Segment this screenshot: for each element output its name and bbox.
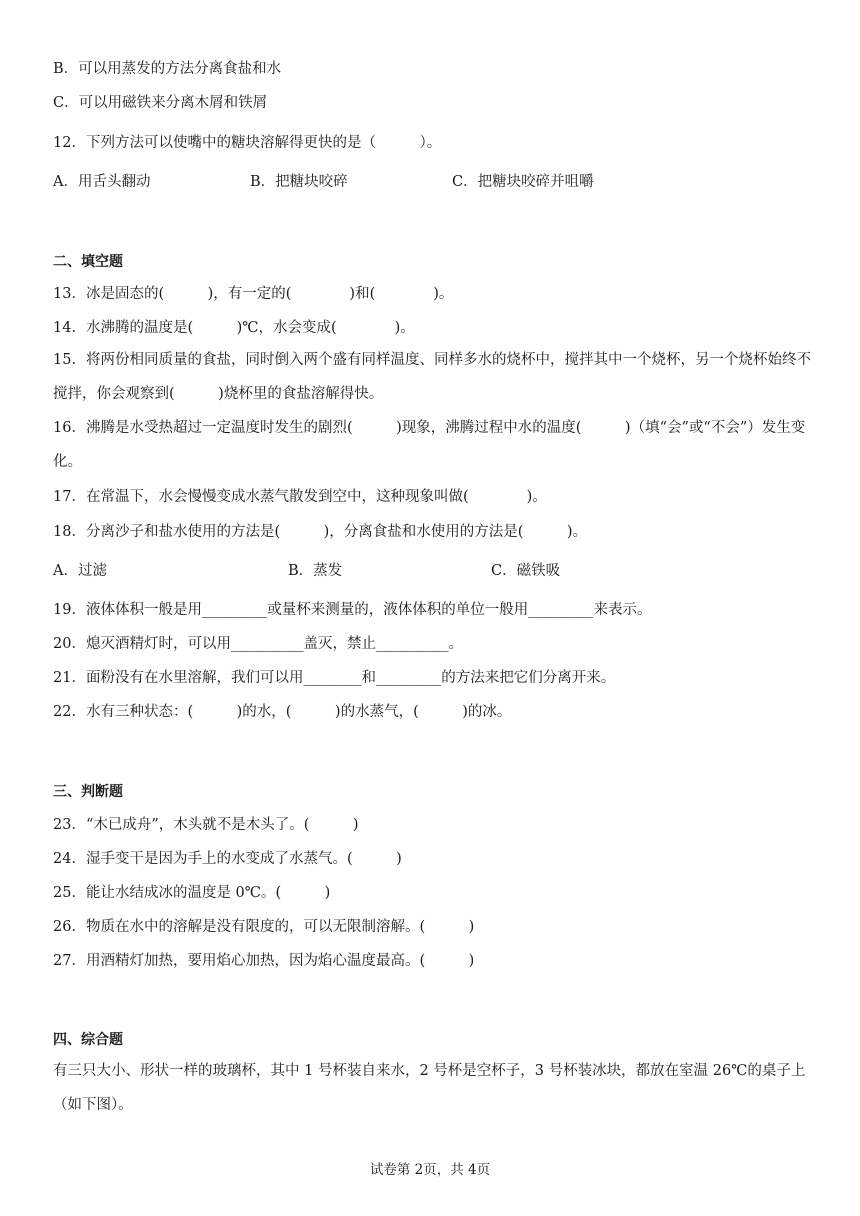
question-22: 22．水有三种状态：( )的水，( )的水蒸气，( )的冰。 — [53, 704, 512, 720]
q12-option-a: A．用舌头翻动 — [53, 174, 151, 190]
option-c-line: C．可以用磁铁来分离木屑和铁屑 — [53, 95, 268, 111]
page-footer: 试卷第 2页，共 4页 — [369, 1162, 491, 1178]
question-21: 21．面粉没有在水里溶解，我们可以用________和_________的方法来把它们分离开来。 — [53, 670, 616, 686]
question-26: 26．物质在水中的溶解是没有限度的，可以无限制溶解。( ) — [53, 919, 475, 935]
question-15: 15．将两份相同质量的食盐，同时倒入两个盛有同样温度、同样多水的烧杯中，搅拌其中一个烧杯，另一个烧杯始终不搅拌，你会观察到( )烧杯里的食盐溶解得快。 — [53, 352, 811, 402]
q18-option-a: A．过滤 — [53, 563, 107, 579]
q12-option-b: B．把糖块咬碎 — [250, 174, 348, 190]
question-19: 19．液体体积一般是用_________或量杯来测量的，液体体积的单位一般用_________来表示。 — [53, 602, 652, 618]
question-17: 17．在常温下，水会慢慢变成水蒸气散发到空中，这种现象叫做( )。 — [53, 489, 547, 505]
question-13: 13．冰是固态的( )，有一定的( )和( )。 — [53, 286, 454, 302]
option-b-line: B．可以用蒸发的方法分离食盐和水 — [53, 61, 282, 77]
question-24: 24．湿手变干是因为手上的水变成了水蒸气。( ) — [53, 851, 402, 867]
question-16: 16．沸腾是水受热超过一定温度时发生的剧烈( )现象，沸腾过程中水的温度( )（填“会”或“不会”）发生变化。 — [53, 420, 806, 470]
question-23: 23．“木已成舟”，木头就不是木头了。( ) — [53, 817, 359, 833]
q12-option-c: C．把糖块咬碎并咀嚼 — [452, 174, 594, 190]
question-14: 14．水沸腾的温度是( )℃，水会变成( )。 — [53, 320, 415, 336]
question-20: 20．熄灭酒精灯时，可以用__________盖灭，禁止__________。 — [53, 636, 463, 652]
question-18: 18．分离沙子和盐水使用的方法是( )，分离食盐和水使用的方法是( )。 — [53, 524, 588, 540]
question-12: 12．下列方法可以使嘴中的糖块溶解得更快的是（ ）。 — [53, 135, 442, 151]
section-fill-blank-title: 二、填空题 — [53, 254, 123, 270]
q18-option-c: C．磁铁吸 — [491, 563, 561, 579]
section-comprehensive-title: 四、综合题 — [53, 1032, 123, 1048]
q18-option-b: B．蒸发 — [288, 563, 343, 579]
question-25: 25．能让水结成冰的温度是 0℃。( ) — [53, 885, 331, 901]
section-judgment-title: 三、判断题 — [53, 784, 123, 800]
question-27: 27．用酒精灯加热，要用焰心加热，因为焰心温度最高。( ) — [53, 953, 475, 969]
comprehensive-question-text: 有三只大小、形状一样的玻璃杯，其中 1 号杯装自来水，2 号杯是空杯子，3 号杯装冰块，都放在室温 26℃的桌子上（如下图）。 — [53, 1063, 806, 1113]
